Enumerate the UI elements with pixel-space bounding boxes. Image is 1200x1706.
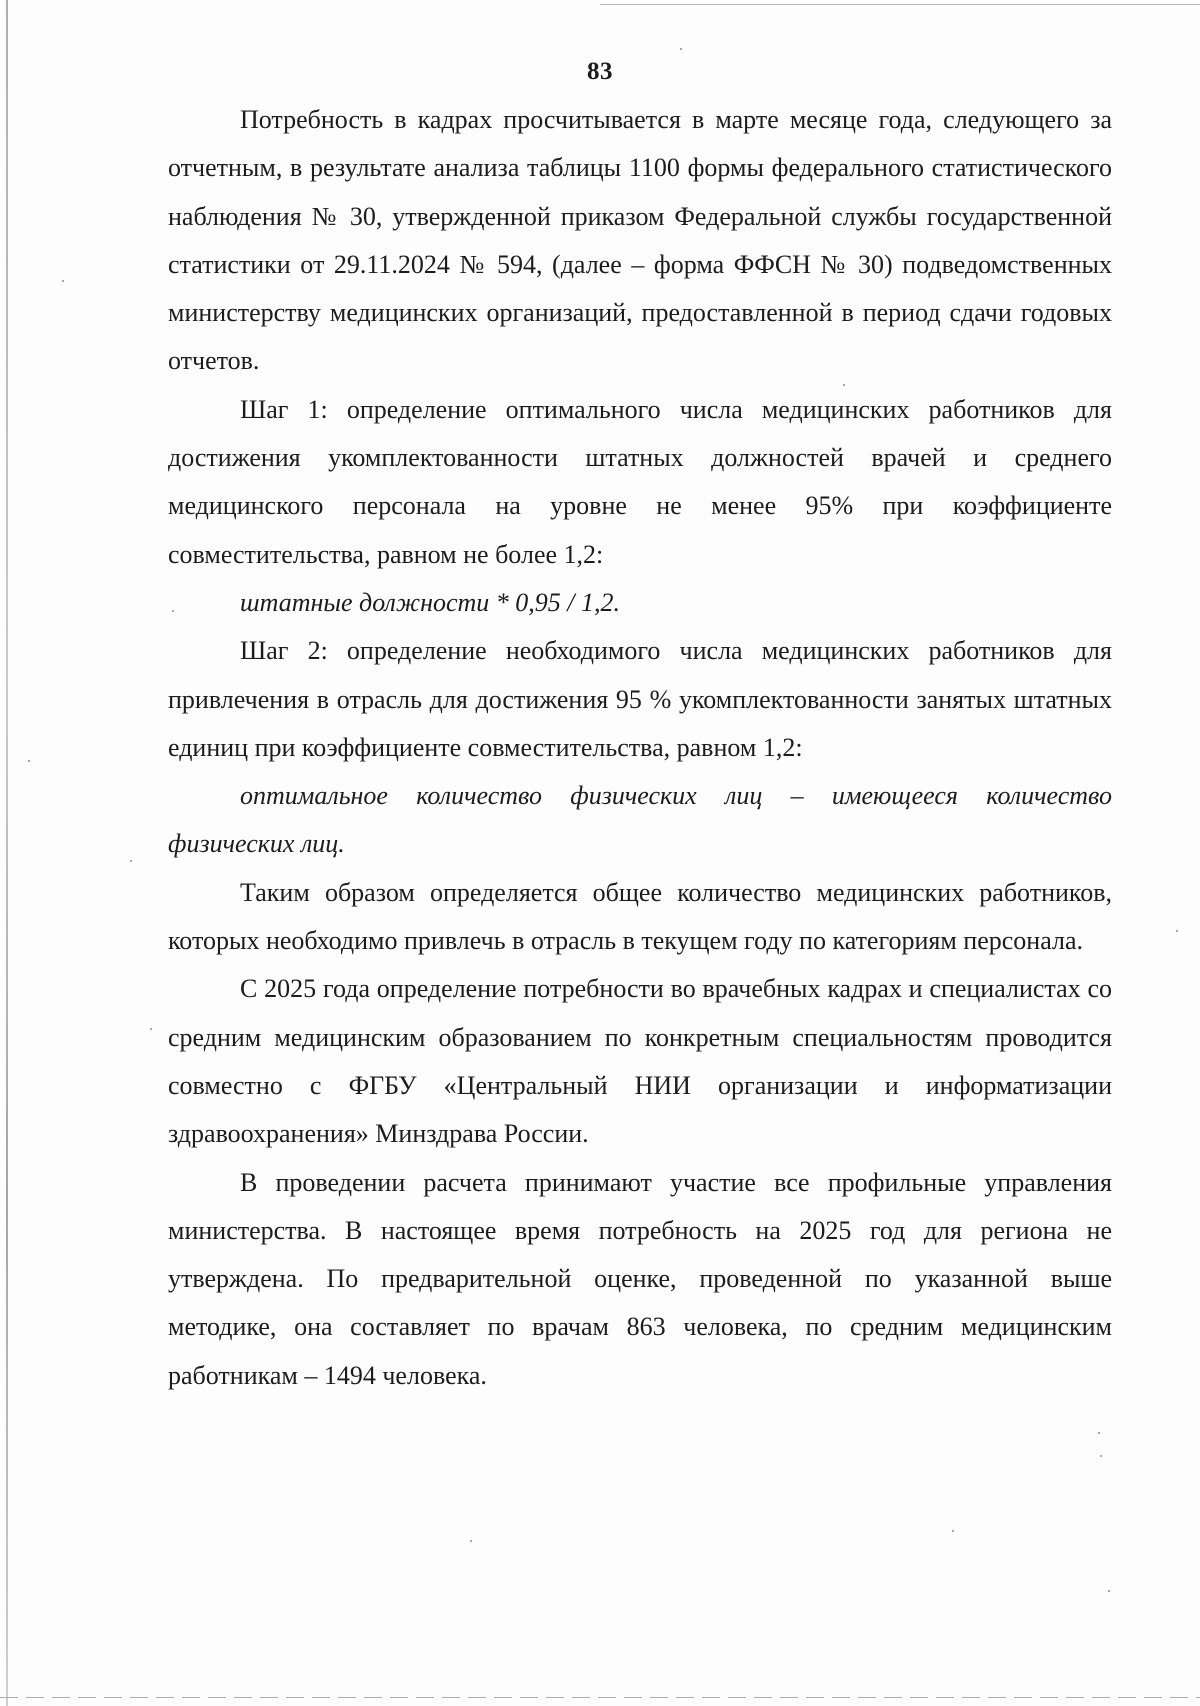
scan-edge-top <box>600 4 1200 5</box>
formula-step-1: штатные должности * 0,95 / 1,2. <box>240 587 621 617</box>
scan-speck <box>952 1530 954 1532</box>
scan-speck <box>130 860 132 862</box>
formula-step-2: оптимальное количество физических лиц – имеющееся количество физических лиц. <box>168 781 1112 859</box>
page-number: 83 <box>587 58 613 85</box>
scan-speck <box>150 1028 152 1030</box>
scan-speck <box>680 48 682 50</box>
paragraph-estimate: В проведении расчета принимают участие все профильные управления министерства. В настоящее время потребность на 2025 год для региона не утверждена. По предварительной оценке, проведенной по указанной выше методике, она составляет по врачам 863 человека, по средним медицинским работникам – 1494 человека. <box>168 1167 1112 1390</box>
paragraph-step-2: Шаг 2: определение необходимого числа медицинских работников для привлечения в отрасль для достижения 95 % укомплектованности занятых штатных единиц при коэффициенте совместительства, равном 1,2: <box>168 636 1112 762</box>
scan-speck <box>28 760 30 762</box>
body-text <box>168 96 1112 1400</box>
scan-edge-bottom <box>0 1697 1200 1698</box>
paragraph-2025-method: С 2025 года определение потребности во врачебных кадрах и специалистах со средним медицинским образованием по конкретным специальностям проводится совместно с ФГБУ «Центральный НИИ организации и информатизации здравоохранения» Минздрава России. <box>168 974 1112 1149</box>
scan-edge-left <box>6 0 8 1706</box>
scan-speck <box>62 280 64 282</box>
paragraph-staffing-need: Потребность в кадрах просчитывается в марте месяце года, следующего за отчетным, в результате анализа таблицы 1100 формы федерального статистического наблюдения № 30, утвержденной приказом Федеральной службы государственной статистики от 29.11.2024 № 594, (далее – форма ФФСН № 30) подведомственных министерству медицинских организаций, предоставленной в период сдачи годовых отчетов. <box>168 105 1112 376</box>
scan-speck <box>1098 1432 1100 1434</box>
scan-speck <box>1176 930 1178 932</box>
scan-speck <box>1108 1590 1110 1592</box>
paragraph-total-count: Таким образом определяется общее количество медицинских работников, которых необходимо привлечь в отрасль в текущем году по категориям персонала. <box>168 877 1112 956</box>
scan-speck <box>1100 1455 1102 1457</box>
paragraph-step-1: Шаг 1: определение оптимального числа медицинских работников для достижения укомплектованности штатных должностей врачей и среднего медицинского персонала на уровне не менее 95% при коэффициенте совместительства, равном не более 1,2: <box>168 394 1112 569</box>
scan-speck <box>470 1540 472 1542</box>
